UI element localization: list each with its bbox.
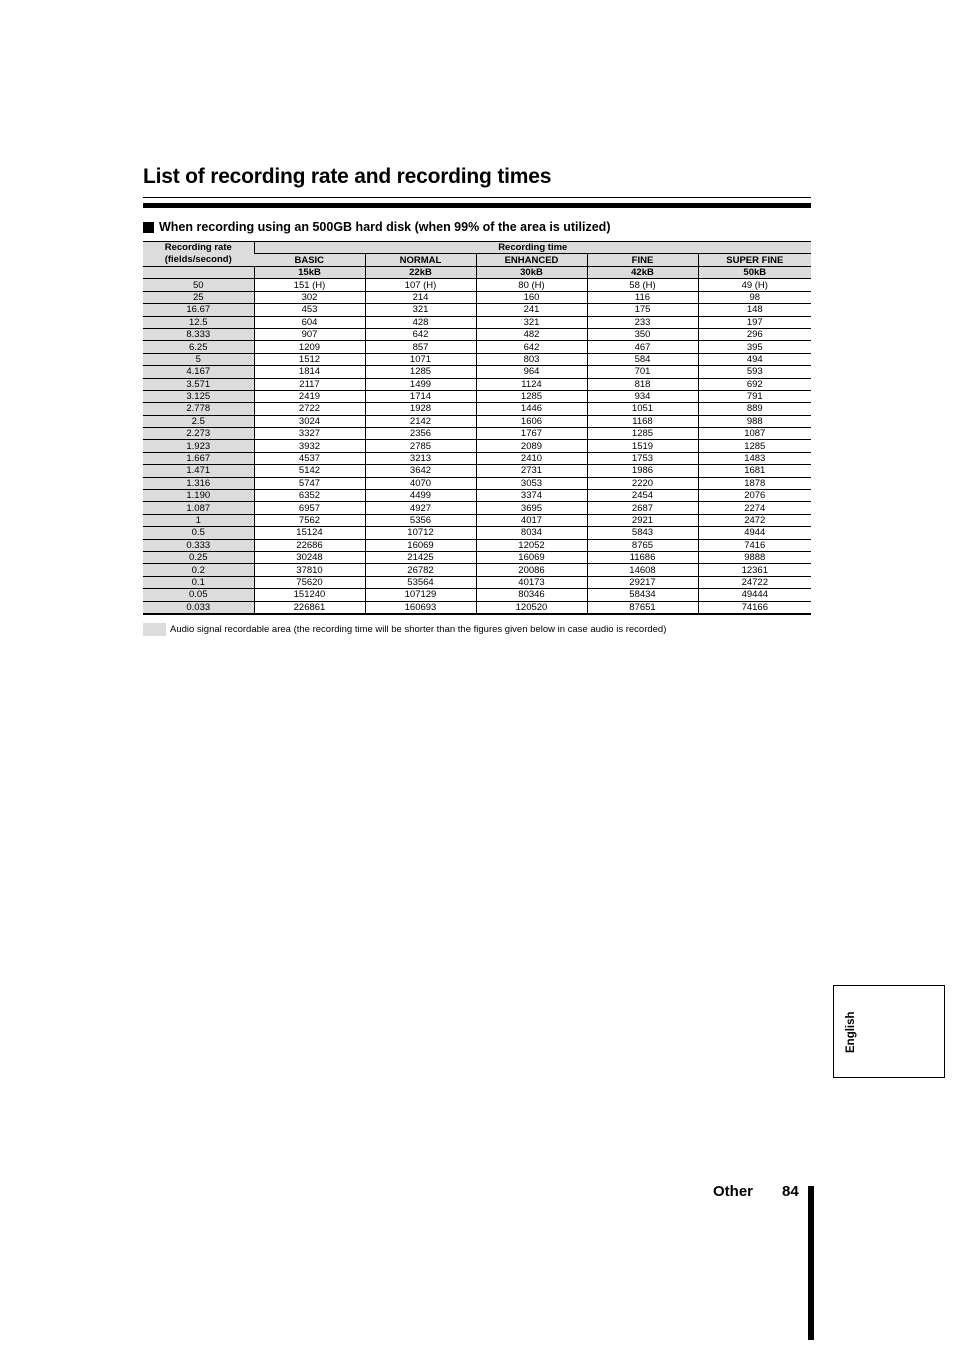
time-cell: 4499 — [365, 490, 476, 502]
time-cell: 7416 — [698, 539, 811, 551]
time-cell: 964 — [476, 366, 587, 378]
rate-cell: 3.125 — [143, 390, 254, 402]
time-cell: 53564 — [365, 576, 476, 588]
time-cell: 197 — [698, 316, 811, 328]
language-tab — [833, 985, 945, 1078]
footer-bar — [808, 1186, 814, 1340]
time-cell: 214 — [365, 291, 476, 303]
time-cell: 49444 — [698, 589, 811, 601]
page-title: List of recording rate and recording times — [143, 165, 552, 188]
time-cell: 241 — [476, 304, 587, 316]
time-cell: 1878 — [698, 477, 811, 489]
table-row — [143, 378, 811, 390]
time-cell: 988 — [698, 415, 811, 427]
rate-cell: 0.033 — [143, 601, 254, 614]
rate-cell: 50 — [143, 279, 254, 291]
footer-section: Other — [713, 1183, 754, 1200]
table-row — [143, 403, 811, 415]
time-cell: 80346 — [476, 589, 587, 601]
time-cell: 1519 — [587, 440, 698, 452]
time-cell: 2076 — [698, 490, 811, 502]
rate-cell: 16.67 — [143, 304, 254, 316]
recording-time-header: Recording time — [254, 242, 811, 254]
table-row — [143, 279, 811, 291]
table-row — [143, 304, 811, 316]
quality-header: ENHANCED — [476, 254, 587, 267]
time-cell: 1483 — [698, 452, 811, 464]
table-row — [143, 527, 811, 539]
rate-cell: 0.5 — [143, 527, 254, 539]
rate-cell: 1.471 — [143, 465, 254, 477]
table-row — [143, 551, 811, 563]
time-cell: 160693 — [365, 601, 476, 614]
time-cell: 2142 — [365, 415, 476, 427]
time-cell: 701 — [587, 366, 698, 378]
time-cell: 5142 — [254, 465, 365, 477]
time-cell: 2356 — [365, 428, 476, 440]
time-cell: 233 — [587, 316, 698, 328]
rate-cell: 0.2 — [143, 564, 254, 576]
time-cell: 120520 — [476, 601, 587, 614]
time-cell: 2731 — [476, 465, 587, 477]
time-cell: 1285 — [365, 366, 476, 378]
time-cell: 889 — [698, 403, 811, 415]
table-row — [143, 490, 811, 502]
time-cell: 80 (H) — [476, 279, 587, 291]
time-cell: 6957 — [254, 502, 365, 514]
size-header: 50kB — [698, 267, 811, 279]
rate-cell: 3.571 — [143, 378, 254, 390]
language-label: English — [845, 1011, 857, 1053]
time-cell: 4944 — [698, 527, 811, 539]
time-cell: 21425 — [365, 551, 476, 563]
time-cell: 1087 — [698, 428, 811, 440]
time-cell: 2785 — [365, 440, 476, 452]
time-cell: 22686 — [254, 539, 365, 551]
table-row — [143, 539, 811, 551]
rate-cell: 4.167 — [143, 366, 254, 378]
time-cell: 20086 — [476, 564, 587, 576]
time-cell: 321 — [476, 316, 587, 328]
time-cell: 692 — [698, 378, 811, 390]
time-cell: 15124 — [254, 527, 365, 539]
time-cell: 75620 — [254, 576, 365, 588]
table-row — [143, 576, 811, 588]
time-cell: 818 — [587, 378, 698, 390]
title-rule-thick — [143, 203, 811, 208]
quality-header: NORMAL — [365, 254, 476, 267]
legend — [143, 623, 666, 636]
time-cell: 2921 — [587, 514, 698, 526]
time-cell: 907 — [254, 328, 365, 340]
time-cell: 160 — [476, 291, 587, 303]
time-cell: 1124 — [476, 378, 587, 390]
rate-header: Recording rate (fields/second) — [143, 242, 254, 267]
time-cell: 151 (H) — [254, 279, 365, 291]
time-cell: 1753 — [587, 452, 698, 464]
time-cell: 494 — [698, 353, 811, 365]
time-cell: 1285 — [587, 428, 698, 440]
time-cell: 12361 — [698, 564, 811, 576]
time-cell: 3024 — [254, 415, 365, 427]
rate-cell: 0.25 — [143, 551, 254, 563]
time-cell: 16069 — [476, 551, 587, 563]
time-cell: 5747 — [254, 477, 365, 489]
time-cell: 593 — [698, 366, 811, 378]
table-row — [143, 502, 811, 514]
time-cell: 226861 — [254, 601, 365, 614]
time-cell: 2472 — [698, 514, 811, 526]
table-row — [143, 415, 811, 427]
table-row — [143, 601, 811, 614]
time-cell: 8765 — [587, 539, 698, 551]
time-cell: 1285 — [698, 440, 811, 452]
time-cell: 29217 — [587, 576, 698, 588]
time-cell: 107129 — [365, 589, 476, 601]
quality-header: SUPER FINE — [698, 254, 811, 267]
time-cell: 1814 — [254, 366, 365, 378]
time-cell: 1714 — [365, 390, 476, 402]
time-cell: 74166 — [698, 601, 811, 614]
rate-cell: 1.190 — [143, 490, 254, 502]
time-cell: 58 (H) — [587, 279, 698, 291]
time-cell: 604 — [254, 316, 365, 328]
rate-cell: 5 — [143, 353, 254, 365]
time-cell: 1209 — [254, 341, 365, 353]
table-row — [143, 477, 811, 489]
time-cell: 2419 — [254, 390, 365, 402]
size-header: 42kB — [587, 267, 698, 279]
table-row — [143, 353, 811, 365]
size-header: 22kB — [365, 267, 476, 279]
time-cell: 49 (H) — [698, 279, 811, 291]
rate-cell: 1 — [143, 514, 254, 526]
rate-cell: 0.1 — [143, 576, 254, 588]
time-cell: 4927 — [365, 502, 476, 514]
time-cell: 1071 — [365, 353, 476, 365]
time-cell: 3053 — [476, 477, 587, 489]
rate-cell: 2.5 — [143, 415, 254, 427]
table-row — [143, 341, 811, 353]
time-cell: 2117 — [254, 378, 365, 390]
time-cell: 321 — [365, 304, 476, 316]
time-cell: 296 — [698, 328, 811, 340]
time-cell: 1606 — [476, 415, 587, 427]
rate-cell: 8.333 — [143, 328, 254, 340]
section-heading-text: When recording using an 500GB hard disk (when 99% of the area is utilized) — [159, 220, 611, 234]
time-cell: 3642 — [365, 465, 476, 477]
rate-cell: 1.316 — [143, 477, 254, 489]
time-cell: 482 — [476, 328, 587, 340]
time-cell: 1928 — [365, 403, 476, 415]
time-cell: 30248 — [254, 551, 365, 563]
rate-header-blank — [143, 267, 254, 279]
table-row — [143, 291, 811, 303]
time-cell: 5843 — [587, 527, 698, 539]
time-cell: 6352 — [254, 490, 365, 502]
time-cell: 2454 — [587, 490, 698, 502]
time-cell: 1767 — [476, 428, 587, 440]
time-cell: 642 — [476, 341, 587, 353]
time-cell: 2089 — [476, 440, 587, 452]
time-cell: 395 — [698, 341, 811, 353]
time-cell: 453 — [254, 304, 365, 316]
time-cell: 98 — [698, 291, 811, 303]
time-cell: 857 — [365, 341, 476, 353]
time-cell: 1681 — [698, 465, 811, 477]
rate-cell: 1.087 — [143, 502, 254, 514]
rate-cell: 2.273 — [143, 428, 254, 440]
time-cell: 12052 — [476, 539, 587, 551]
table-row — [143, 589, 811, 601]
table-row — [143, 564, 811, 576]
rate-cell: 1.923 — [143, 440, 254, 452]
time-cell: 4537 — [254, 452, 365, 464]
rate-cell: 1.667 — [143, 452, 254, 464]
time-cell: 1446 — [476, 403, 587, 415]
table-row — [143, 428, 811, 440]
title-rule-thin — [143, 197, 811, 198]
time-cell: 3327 — [254, 428, 365, 440]
time-cell: 116 — [587, 291, 698, 303]
time-cell: 5356 — [365, 514, 476, 526]
time-cell: 40173 — [476, 576, 587, 588]
time-cell: 3213 — [365, 452, 476, 464]
time-cell: 8034 — [476, 527, 587, 539]
square-bullet-icon — [143, 222, 154, 233]
section-heading — [143, 220, 610, 234]
table-row — [143, 514, 811, 526]
time-cell: 1285 — [476, 390, 587, 402]
table-row — [143, 366, 811, 378]
time-cell: 16069 — [365, 539, 476, 551]
legend-text: Audio signal recordable area (the recording time will be shorter than the figures given below in case audio is recorded) — [170, 624, 667, 635]
page-number: 84 — [782, 1183, 799, 1200]
time-cell: 14608 — [587, 564, 698, 576]
recording-time-table — [143, 241, 811, 615]
table-row — [143, 390, 811, 402]
size-header: 15kB — [254, 267, 365, 279]
time-cell: 642 — [365, 328, 476, 340]
time-cell: 428 — [365, 316, 476, 328]
table-row — [143, 465, 811, 477]
time-cell: 4017 — [476, 514, 587, 526]
rate-cell: 6.25 — [143, 341, 254, 353]
time-cell: 1986 — [587, 465, 698, 477]
time-cell: 1512 — [254, 353, 365, 365]
time-cell: 3932 — [254, 440, 365, 452]
rate-cell: 0.05 — [143, 589, 254, 601]
rate-cell: 2.778 — [143, 403, 254, 415]
time-cell: 4070 — [365, 477, 476, 489]
time-cell: 2687 — [587, 502, 698, 514]
size-header: 30kB — [476, 267, 587, 279]
legend-swatch — [143, 623, 166, 636]
time-cell: 151240 — [254, 589, 365, 601]
quality-header: BASIC — [254, 254, 365, 267]
time-cell: 37810 — [254, 564, 365, 576]
time-cell: 9888 — [698, 551, 811, 563]
time-cell: 11686 — [587, 551, 698, 563]
time-cell: 87651 — [587, 601, 698, 614]
time-cell: 2722 — [254, 403, 365, 415]
rate-cell: 25 — [143, 291, 254, 303]
time-cell: 302 — [254, 291, 365, 303]
time-cell: 7562 — [254, 514, 365, 526]
rate-cell: 0.333 — [143, 539, 254, 551]
time-cell: 3374 — [476, 490, 587, 502]
time-cell: 2274 — [698, 502, 811, 514]
time-cell: 175 — [587, 304, 698, 316]
time-cell: 791 — [698, 390, 811, 402]
time-cell: 58434 — [587, 589, 698, 601]
time-cell: 2410 — [476, 452, 587, 464]
time-cell: 350 — [587, 328, 698, 340]
time-cell: 934 — [587, 390, 698, 402]
table-row — [143, 440, 811, 452]
time-cell: 107 (H) — [365, 279, 476, 291]
time-cell: 3695 — [476, 502, 587, 514]
time-cell: 10712 — [365, 527, 476, 539]
time-cell: 2220 — [587, 477, 698, 489]
table-row — [143, 328, 811, 340]
time-cell: 1499 — [365, 378, 476, 390]
time-cell: 148 — [698, 304, 811, 316]
quality-header: FINE — [587, 254, 698, 267]
table-row — [143, 316, 811, 328]
time-cell: 584 — [587, 353, 698, 365]
rate-cell: 12.5 — [143, 316, 254, 328]
time-cell: 26782 — [365, 564, 476, 576]
time-cell: 24722 — [698, 576, 811, 588]
time-cell: 1168 — [587, 415, 698, 427]
time-cell: 467 — [587, 341, 698, 353]
time-cell: 803 — [476, 353, 587, 365]
time-cell: 1051 — [587, 403, 698, 415]
table-row — [143, 452, 811, 464]
